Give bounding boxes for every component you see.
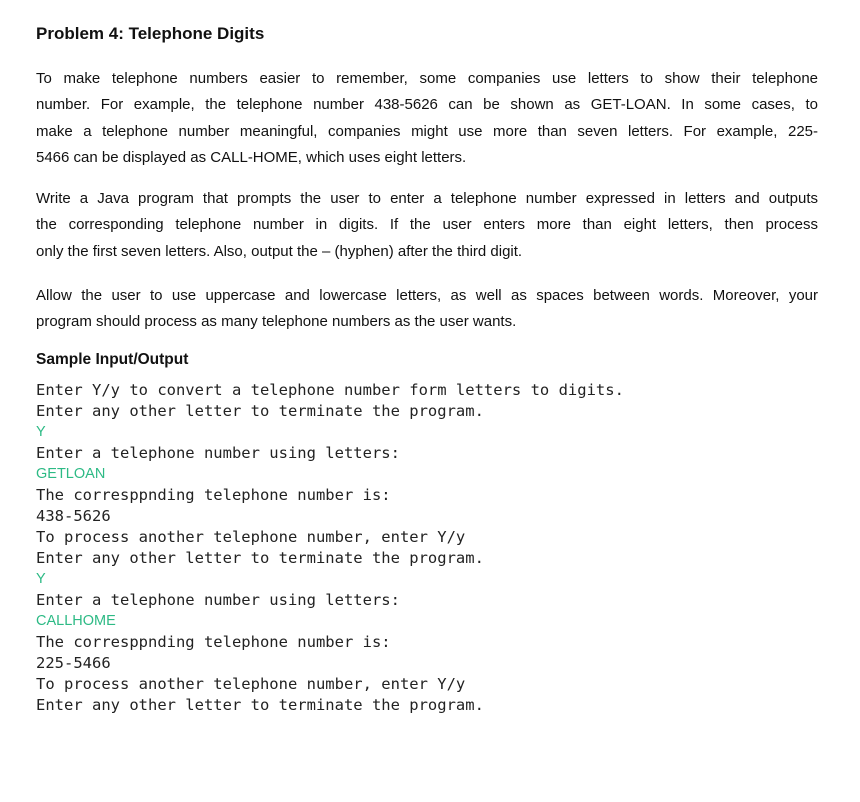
sample-heading: Sample Input/Output	[36, 351, 189, 368]
console-output-line: The corresppnding telephone number is:	[36, 486, 391, 504]
paragraph-task	[36, 186, 818, 265]
paragraph-line: program should process as many telephone numbers as the user wants.	[36, 313, 517, 331]
console-output-line: Enter a telephone number using letters:	[36, 444, 400, 462]
sample-console-output	[36, 380, 624, 716]
console-output-line: Enter a telephone number using letters:	[36, 591, 400, 609]
console-output-line: Enter Y/y to convert a telephone number form letters to digits.	[36, 381, 624, 399]
console-user-input: Y	[36, 424, 46, 440]
console-output-line: To process another telephone number, enter Y/y	[36, 675, 466, 693]
console-output-line: Enter any other letter to terminate the program.	[36, 402, 484, 420]
paragraph-line: To make telephone numbers easier to remember, some companies use letters to show their telephone	[36, 70, 818, 87]
console-output-line: Enter any other letter to terminate the program.	[36, 549, 484, 567]
console-output-line: Enter any other letter to terminate the program.	[36, 696, 484, 714]
console-user-input: Y	[36, 571, 46, 587]
paragraph-requirements	[36, 283, 818, 336]
console-user-input: CALLHOME	[36, 613, 116, 629]
console-output-line: 225-5466	[36, 654, 111, 672]
console-output-line: 438-5626	[36, 507, 111, 525]
paragraph-line: Allow the user to use uppercase and lowercase letters, as well as spaces between words. Moreover, your	[36, 287, 818, 304]
paragraph-line: number. For example, the telephone number 438-5626 can be shown as GET-LOAN. In some cases, to	[36, 96, 818, 114]
paragraph-line: Write a Java program that prompts the user to enter a telephone number expressed in letters and outputs	[36, 190, 818, 207]
console-output-line: To process another telephone number, enter Y/y	[36, 528, 466, 546]
paragraph-line: 5466 can be displayed as CALL-HOME, which uses eight letters.	[36, 148, 467, 166]
problem-title: Problem 4: Telephone Digits	[36, 24, 265, 43]
console-user-input: GETLOAN	[36, 466, 106, 482]
paragraph-line: make a telephone number meaningful, companies might use more than seven letters. For example, 225-	[36, 122, 818, 140]
paragraph-intro	[36, 66, 818, 171]
console-output-line: The corresppnding telephone number is:	[36, 633, 391, 651]
paragraph-line: the corresponding telephone number in digits. If the user enters more than eight letters, then process	[36, 216, 818, 234]
paragraph-line: only the first seven letters. Also, output the – (hyphen) after the third digit.	[36, 242, 523, 260]
